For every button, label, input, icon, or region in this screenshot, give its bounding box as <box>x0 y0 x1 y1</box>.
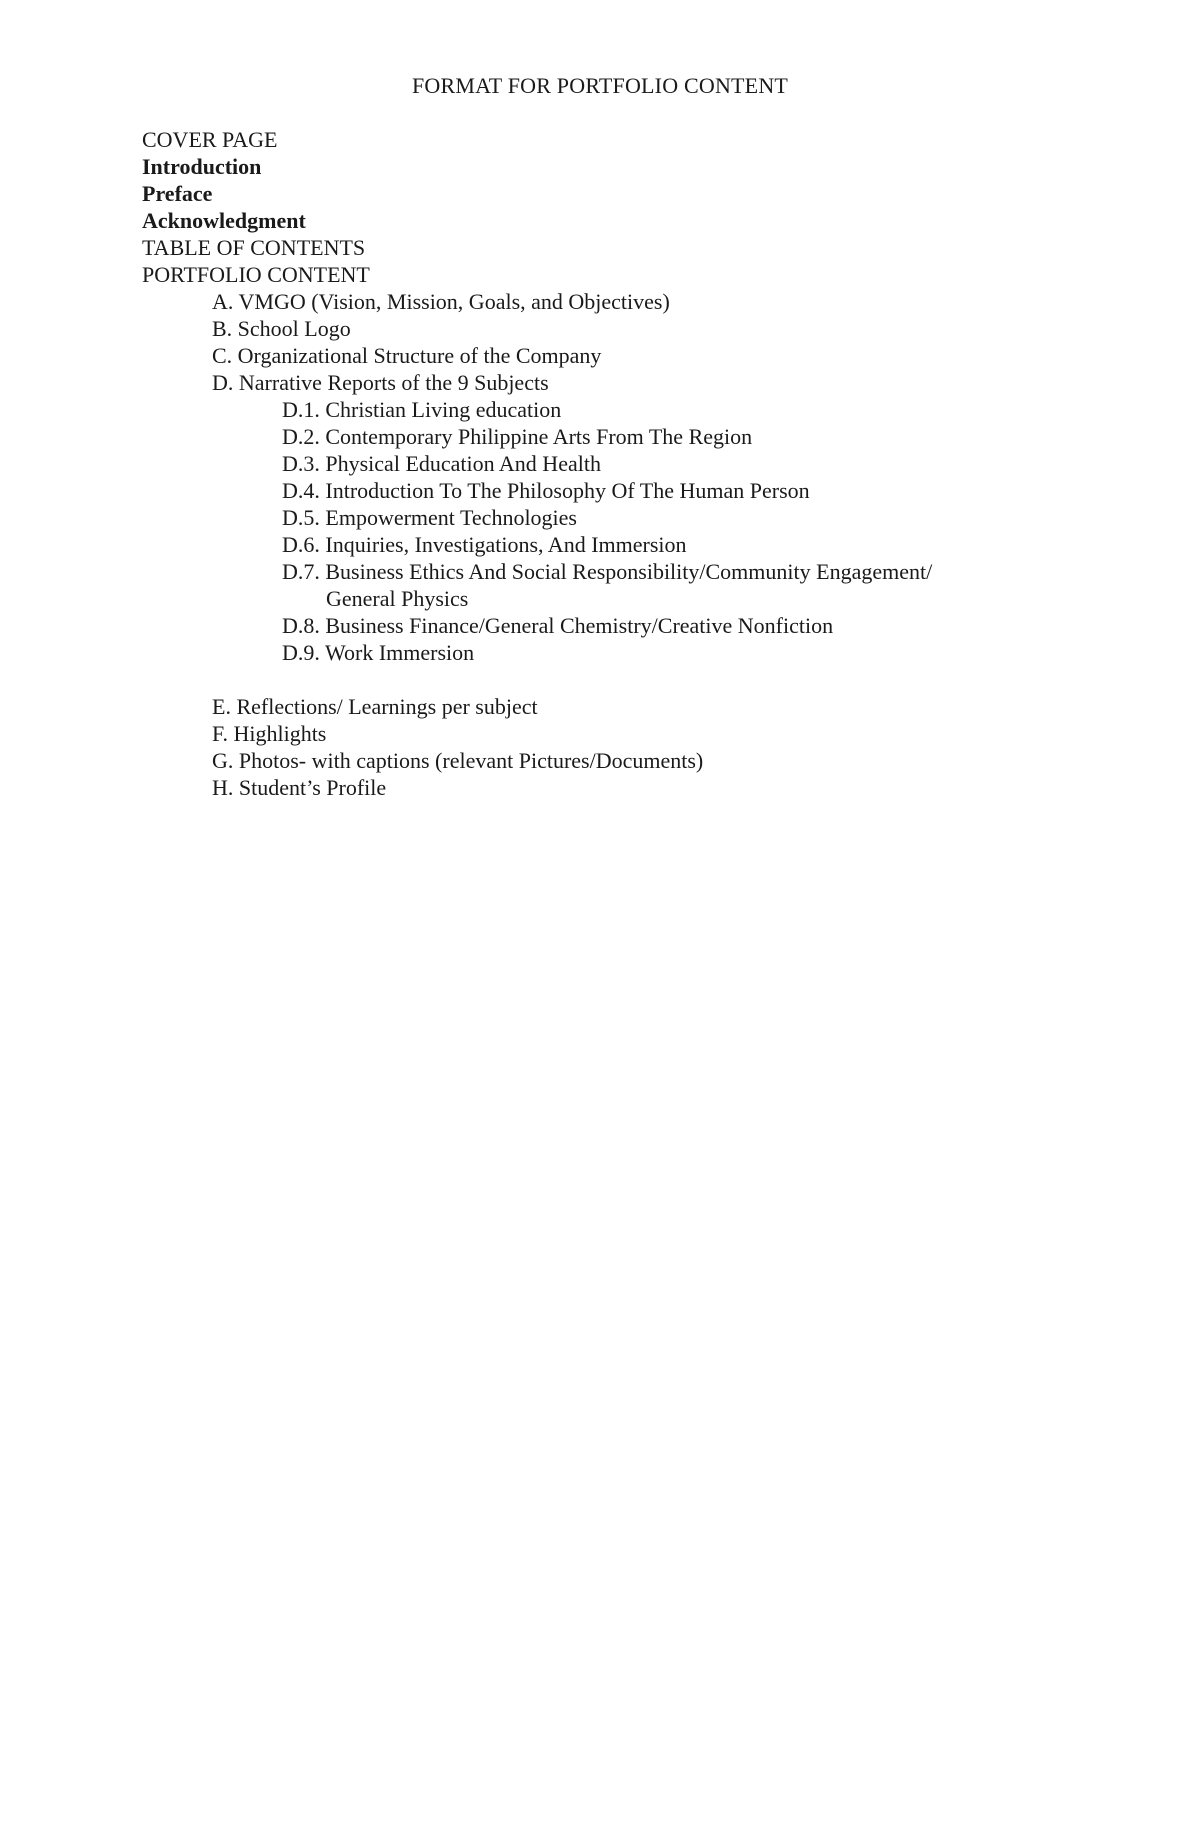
section-d-narrative-reports: D. Narrative Reports of the 9 Subjects <box>212 370 549 395</box>
section-f-highlights: F. Highlights <box>212 721 327 746</box>
section-a-vmgo: A. VMGO (Vision, Mission, Goals, and Objectives) <box>212 289 670 314</box>
subject-d7: D.7. Business Ethics And Social Responsibility/Community Engagement/ <box>282 559 933 584</box>
subject-d3: D.3. Physical Education And Health <box>282 451 601 476</box>
subject-d7-continuation: General Physics <box>326 586 469 611</box>
subject-d4: D.4. Introduction To The Philosophy Of The Human Person <box>282 478 810 503</box>
subject-d6: D.6. Inquiries, Investigations, And Immersion <box>282 532 687 557</box>
section-b-school-logo: B. School Logo <box>212 316 351 341</box>
section-c-organizational-structure: C. Organizational Structure of the Company <box>212 343 602 368</box>
subject-d8: D.8. Business Finance/General Chemistry/Creative Nonfiction <box>282 613 834 638</box>
subject-d2: D.2. Contemporary Philippine Arts From The Region <box>282 424 753 449</box>
front-matter-table-of-contents: TABLE OF CONTENTS <box>142 235 366 260</box>
front-matter-cover-page: COVER PAGE <box>142 127 278 152</box>
front-matter-acknowledgment: Acknowledgment <box>142 208 306 233</box>
subject-d5: D.5. Empowerment Technologies <box>282 505 577 530</box>
front-matter-preface: Preface <box>142 181 213 206</box>
subject-d1: D.1. Christian Living education <box>282 397 562 422</box>
front-matter-portfolio-content: PORTFOLIO CONTENT <box>142 262 370 287</box>
document-outline <box>142 126 1142 801</box>
section-h-student-profile: H. Student’s Profile <box>212 775 387 800</box>
subject-d9: D.9. Work Immersion <box>282 640 475 665</box>
document-title: FORMAT FOR PORTFOLIO CONTENT <box>411 73 789 98</box>
section-g-photos: G. Photos- with captions (relevant Pictures/Documents) <box>212 748 704 773</box>
section-e-reflections: E. Reflections/ Learnings per subject <box>212 694 538 719</box>
front-matter-introduction: Introduction <box>142 154 262 179</box>
blank-line <box>142 666 1142 693</box>
